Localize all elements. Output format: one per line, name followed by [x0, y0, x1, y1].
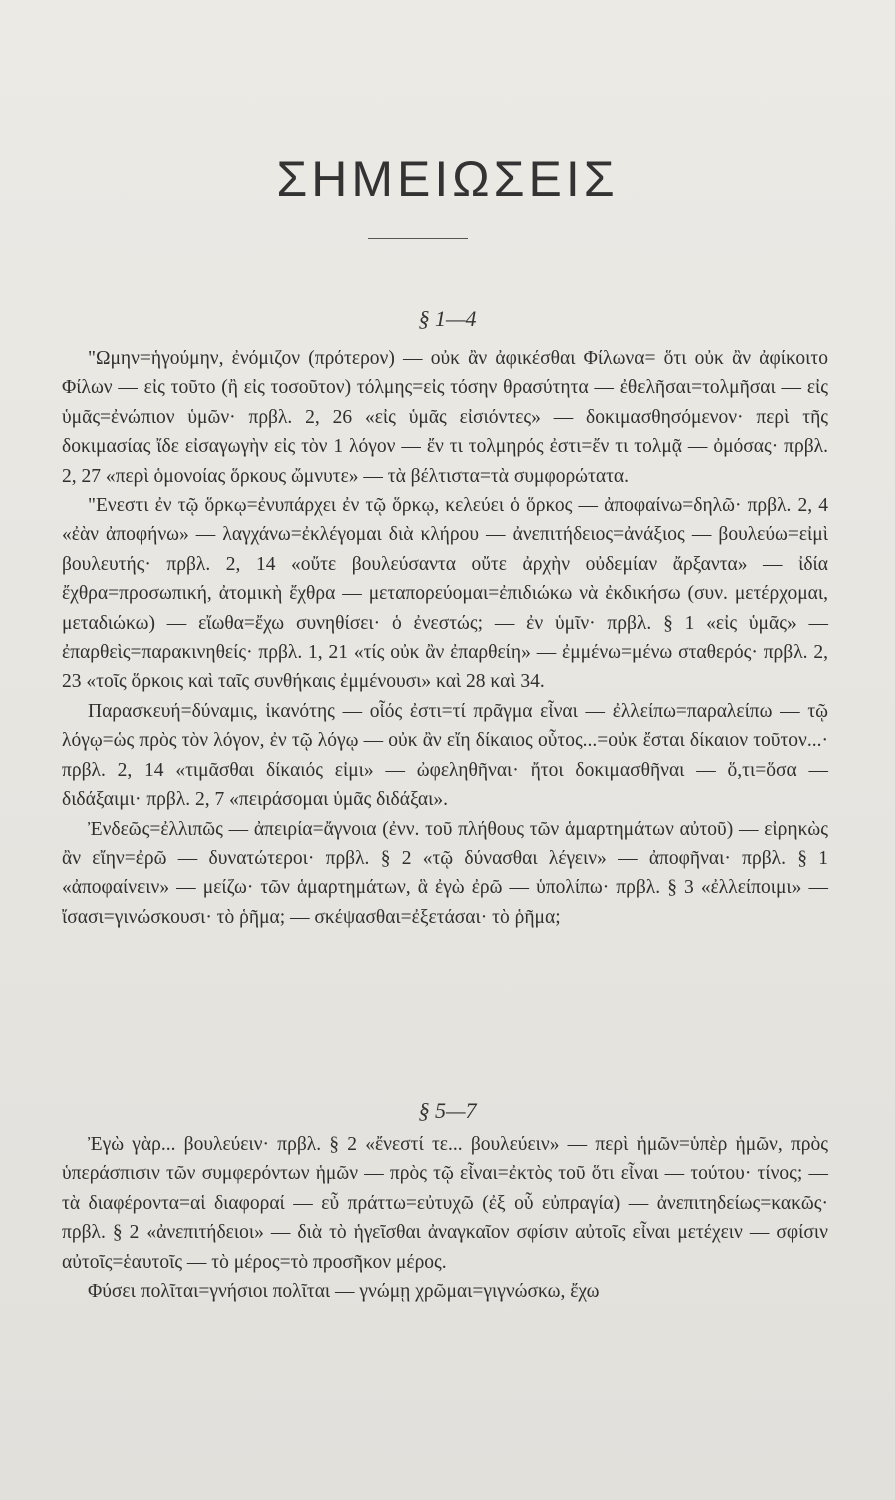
note-paragraph: "Ενεστι ἐν τῷ ὅρκῳ=ἐνυπάρχει ἐν τῷ ὅρκῳ, κελεύει ὁ ὅρκος — ἀποφαίνω=δηλῶ· πρβλ. 2, 4 «ἐὰν ἀποφήνω» — λαγχάνω=ἐκλέγομαι διὰ κλήρου — ἀνεπιτήδειος=ἀνάξιος — βουλεύω=εἰμὶ βουλευτής· πρβλ. 2, 14 «οὔτε βουλεύσαντα οὔτε ἀρχὴν οὐδεμίαν ἄρξαντα» — ἰδία ἔχθρα=προσωπική, ἀτομικὴ ἔχθρα — μεταπορεύομαι=ἐπιδιώκω νὰ ἐκδικήσω (συν. μετέρχομαι, μεταδιώκω) — εἴωθα=ἔχω συνηθίσει· ὁ ἐνεστώς; — ἐν ὑμῖν· πρβλ. § 1 «εἰς ὑμᾶς» — ἐπαρθεὶς=παρακινηθείς· πρβλ. 1, 21 «τίς οὐκ ἂν ἐπαρθείη» — ἐμμένω=μένω σταθερός· πρβλ. 2, 23 «τοῖς ὅρκοις καὶ ταῖς συνθήκαις ἐμμένουσι» καὶ 28 καὶ 34.: [62, 495, 828, 693]
section-heading-5-7: § 5—7: [418, 1098, 477, 1123]
note-paragraph: Παρασκευή=δύναμις, ἱκανότης — οἷός ἐστι=τί πρᾶγμα εἶναι — ἐλλείπω=παραλείπω — τῷ λόγῳ=ὡς πρὸς τὸν λόγον, ἐν τῷ λόγῳ — οὐκ ἂν εἴη δίκαιος οὗτος...=οὐκ ἔσται δίκαιον τοῦτον...· πρβλ. 2, 14 «τιμᾶσθαι δίκαιός εἰμι» — ὠφεληθῆναι· ἤτοι δοκιμασθῆναι — ὅ,τι=ὅσα — διδάξαιμι· πρβλ. 2, 7 «πειράσομαι ὑμᾶς διδάξαι».: [62, 700, 828, 811]
note-paragraph: Φύσει πολῖται=γνήσιοι πολῖται — γνώμῃ χρῶμαι=γιγνώσκω, ἔχω: [88, 1281, 600, 1303]
section-1-4-notes: [62, 344, 828, 932]
note-paragraph: "Ωμην=ἡγούμην, ἐνόμιζον (πρότερον) — οὐκ ἂν ἀφικέσθαι Φίλωνα= ὅτι οὐκ ἂν ἀφίκοιτο Φίλων — εἰς τοῦτο (ἢ εἰς τοσοῦτον) τόλμης=εἰς τόσην θρασύτητα — ἐθελῆσαι=τολμῆσαι — εἰς ὑμᾶς=ἐνώπιον ὑμῶν· πρβλ. 2, 26 «εἰς ὑμᾶς εἰσιόντες» — δοκιμασθησόμενον· περὶ τῆς δοκιμασίας ἴδε εἰσαγωγὴν εἰς τὸν 1 λόγον — ἔν τι τολμηρός ἐστι=ἔν τι τολμᾷ — ὀμόσας· πρβλ. 2, 27 «περὶ ὁμονοίας ὅρκους ὤμνυτε» — τὰ βέλτιστα=τὰ συμφορώτατα.: [62, 348, 828, 487]
title-divider: [368, 238, 468, 239]
page-title: ΣΗΜΕΙΩΣΕΙΣ: [276, 151, 619, 207]
section-5-7-notes: [62, 1130, 828, 1306]
section-heading-1-4: § 1—4: [418, 306, 477, 331]
note-paragraph: Ἐνδεῶς=ἐλλιπῶς — ἀπειρία=ἄγνοια (ἐνν. τοῦ πλήθους τῶν ἁμαρτημάτων αὐτοῦ) — εἰρηκὼς ἂν εἴην=ἐρῶ — δυνατώτεροι· πρβλ. § 2 «τῷ δύνασθαι λέγειν» — ἀποφῆναι· πρβλ. § 1 «ἀποφαίνειν» — μείζω· τῶν ἁμαρτημάτων, ἃ ἐγὼ ἐρῶ — ὑπολίπω· πρβλ. § 3 «ἐλλείποιμι» — ἴσασι=γινώσκουσι· τὸ ῥῆμα; — σκέψασθαι=ἐξετάσαι· τὸ ῥῆμα;: [62, 818, 828, 928]
note-paragraph: Ἐγὼ γὰρ... βουλεύειν· πρβλ. § 2 «ἔνεστί τε... βουλεύειν» — περὶ ἡμῶν=ὑπὲρ ἡμῶν, πρὸς ὑπεράσπισιν τῶν συμφερόντων ἡμῶν — πρὸς τῷ εἶναι=ἐκτὸς τοῦ ὅτι εἶναι — τούτου· τίνος; — τὰ διαφέροντα=αἱ διαφοραί — εὖ πράττω=εὐτυχῶ (ἐξ οὗ εὐπραγία) — ἀνεπιτηδείως=κακῶς· πρβλ. § 2 «ἀνεπιτήδειοι» — διὰ τὸ ἡγεῖσθαι ἀναγκαῖον σφίσιν αὐτοῖς εἶναι μετέχειν — σφίσιν αὐτοῖς=ἑαυτοῖς — τὸ μέρος=τὸ προσῆκον μέρος.: [62, 1134, 828, 1273]
